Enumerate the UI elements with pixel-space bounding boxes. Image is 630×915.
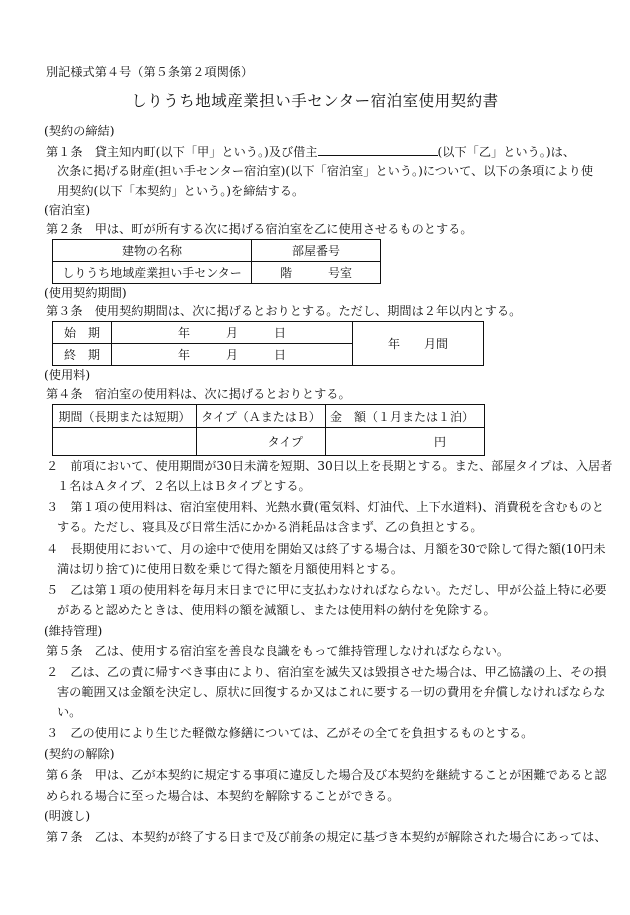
article-4-para-3-line-2: する。ただし、寝具及び日常生活にかかる消耗品は含まず、乙の負担とする。 <box>57 520 483 534</box>
fee-table-period-cell <box>53 428 197 456</box>
article-4-para-2-line-1: ２ 前項において、使用期間が30日未満を短期、30日以上を長期とする。また、部屋タイプは、入居者 <box>46 459 613 473</box>
article-4-para-2-line-2: １名はＡタイプ、２名以上はＢタイプとする。 <box>57 479 311 493</box>
article-4-para-5-line-1: ５ 乙は第１項の使用料を毎月末日までに甲に支払わなければならない。ただし、甲が公益上特に必要 <box>46 583 607 597</box>
room-table <box>52 239 381 284</box>
article-2-line-1: 第２条 甲は、町が所有する次に掲げる宿泊室を乙に使用させるものとする。 <box>46 222 473 236</box>
fee-table-type-cell: タイプ <box>197 428 326 456</box>
article-6-line-2: められる場合に至った場合は、本契約を解除することができる。 <box>46 789 400 803</box>
article-1-heading: (契約の締結) <box>44 124 115 138</box>
period-start-date: 年 月 日 <box>112 322 353 344</box>
fee-table-header-amount-text: 金 額（１月または１泊） <box>330 409 475 424</box>
article-5-para-2-line-3: い。 <box>57 705 82 719</box>
fee-table-amount-cell: 円 <box>326 428 485 456</box>
period-end-label: 終 期 <box>53 344 112 366</box>
document-title: しりうち地域産業担い手センター宿泊室使用契約書 <box>131 92 499 110</box>
fee-table <box>52 404 485 456</box>
article-5-heading: (維持管理) <box>44 624 103 638</box>
article-1-line-3: 用契約(以下「本契約」という。)を締結する。 <box>57 184 305 198</box>
period-table <box>52 321 484 366</box>
article-4-para-5-line-2: があると認めたときは、使用料の額を減額し、または使用料の納付を免除する。 <box>57 603 496 617</box>
article-1-line-1 <box>46 143 575 160</box>
article-7-line-1: 第７条 乙は、本契約が終了する日まで及び前条の規定に基づき本契約が解除された場合にあっては、 <box>46 830 607 844</box>
article-2-heading: (宿泊室) <box>44 203 91 217</box>
borrower-name-blank <box>318 143 438 156</box>
article-6-line-1: 第６条 甲は、乙が本契約に規定する事項に違反した場合及び本契約を継続することが困難であると認 <box>46 768 607 782</box>
room-table-room-number: 階 号室 <box>252 262 381 284</box>
article-1-line-2: 次条に掲げる財産(担い手センター宿泊室)(以下「宿泊室」という。)について、以下の条項により使 <box>57 164 594 178</box>
article-4-para-4-line-2: 満は切り捨て)に使用日数を乗じて得た額を月額使用料とする。 <box>57 562 404 576</box>
article-5-para-2-line-2: 害の範囲又は金額を決定し、原状に回復するか又はこれに要する一切の費用を弁償しなければならな <box>57 685 606 699</box>
article-4-para-4-line-1: ４ 長期使用において、月の途中で使用を開始又は終了する場合は、月額を30で除して得た額(10円未 <box>46 542 606 556</box>
article-3-line-1: 第３条 使用契約期間は、次に掲げるとおりとする。ただし、期間は２年以内とする。 <box>46 304 522 318</box>
room-table-header-room: 部屋番号 <box>252 240 381 262</box>
article-5-para-2-line-1: ２ 乙は、乙の責に帰すべき事由により、宿泊室を滅失又は毀損させた場合は、甲乙協議の上、その損 <box>46 665 607 679</box>
article-4-line-1: 第４条 宿泊室の使用料は、次に掲げるとおりとする。 <box>46 387 351 401</box>
fee-table-header-type: タイプ（ＡまたはＢ） <box>197 405 326 428</box>
article-4-para-3-line-1: ３ 第１項の使用料は、宿泊室使用料、光熱水費(電気料、灯油代、上下水道料)、消費税を含むものと <box>46 500 604 514</box>
article-1-text-a: 第１条 貸主知内町(以下「甲」という。)及び借主 <box>46 145 318 159</box>
period-start-label: 始 期 <box>53 322 112 344</box>
room-table-building-name: しりうち地域産業担い手センター <box>53 262 252 284</box>
article-1-text-b: (以下「乙」という。)は、 <box>437 145 576 159</box>
form-number: 別記様式第４号（第５条第２項関係） <box>46 65 254 79</box>
fee-table-header-period: 期間（長期または短期） <box>53 405 197 428</box>
article-5-line-1: 第５条 乙は、使用する宿泊室を善良な良識をもって維持管理しなければならない。 <box>46 644 510 658</box>
article-6-heading: (契約の解除) <box>44 747 115 761</box>
article-7-heading: (明渡し) <box>44 809 91 823</box>
room-table-header-building: 建物の名称 <box>53 240 252 262</box>
period-end-date: 年 月 日 <box>112 344 353 366</box>
period-months: 年 月間 <box>353 322 484 366</box>
article-5-para-3: ３ 乙の使用により生じた軽微な修繕については、乙がその全てを負担するものとする。 <box>46 726 534 740</box>
fee-table-header-amount <box>326 405 485 428</box>
article-4-heading: (使用料) <box>44 368 91 382</box>
article-3-heading: (使用契約期間) <box>44 286 127 300</box>
